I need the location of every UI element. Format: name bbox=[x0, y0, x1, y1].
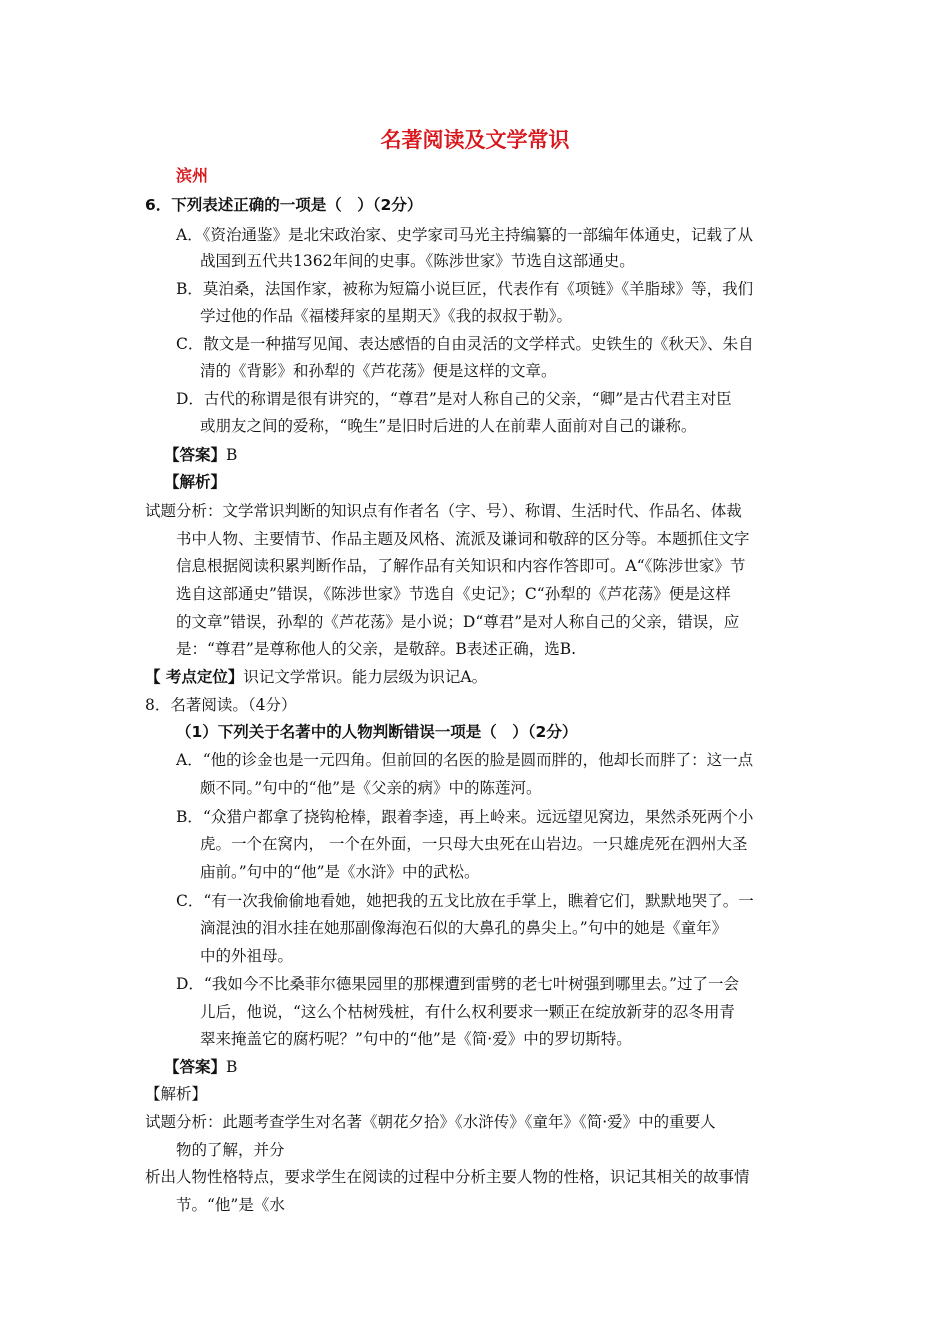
page-title: 名著阅读及文学常识 bbox=[380, 128, 570, 152]
q8-option-a-line1: A．“他的诊金也是一元四角。但前回的名医的脸是圆而胖的，他却长而胖了：这一点 bbox=[176, 751, 754, 769]
q6-analysis-line5: 的文章”错误，孙犁的《芦花荡》是小说；D“尊君”是对人称自己的父亲，错误，应 bbox=[176, 613, 740, 631]
q6-option-d-line2: 或朋友之间的爱称，“晚生”是旧时后进的人在前辈人面前对自己的谦称。 bbox=[200, 417, 697, 435]
q8-stem: 8．名著阅读。（4分） bbox=[145, 696, 297, 714]
q8-analysis-label: 【解析】 bbox=[145, 1085, 208, 1103]
q6-option-d-line1: D．古代的称谓是很有讲究的，“尊君”是对人称自己的父亲，“卿”是古代君主对臣 bbox=[176, 390, 732, 408]
q6-option-c-line2: 清的《背影》和孙犁的《芦花荡》便是这样的文章。 bbox=[200, 362, 557, 380]
q8-sub-question: （1）下列关于名著中的人物判断错误一项是（ ）（2分） bbox=[176, 723, 578, 741]
q8-answer-label: 【答案】 bbox=[164, 1058, 227, 1076]
q8-option-c-line1: C．“有一次我偷偷地看她，她把我的五戈比放在手掌上，瞧着它们，默默地哭了。一 bbox=[176, 892, 754, 910]
q8-answer-value: B bbox=[226, 1058, 238, 1076]
q6-analysis-line2: 书中人物、主要情节、作品主题及风格、流派及谦词和敬辞的区分等。本题抓住文字 bbox=[176, 530, 750, 548]
q6-answer bbox=[164, 445, 237, 465]
q6-answer-label: 【答案】 bbox=[164, 446, 227, 464]
q6-analysis-line3: 信息根据阅读积累判断作品，了解作品有关知识和内容作答即可。A“《陈涉世家》节 bbox=[176, 557, 746, 575]
q6-option-b-line2: 学过他的作品《福楼拜家的星期天》《我的叔叔于勒》。 bbox=[200, 307, 573, 325]
q8-analysis-line4: 节。“他”是《水 bbox=[176, 1196, 285, 1214]
q6-option-b-line1: B．莫泊桑，法国作家，被称为短篇小说巨匠，代表作有《项链》《羊脂球》等，我们 bbox=[176, 280, 754, 298]
q8-analysis-line3: 析出人物性格特点，要求学生在阅读的过程中分析主要人物的性格，识记其相关的故事情 bbox=[145, 1168, 750, 1186]
q6-kp-label: 【 考点定位】 bbox=[145, 668, 244, 686]
q8-option-d-line1: D．“我如今不比桑菲尔德果园里的那棵遭到雷劈的老七叶树强到哪里去。”过了一会 bbox=[176, 975, 740, 993]
q6-knowledge-point bbox=[145, 667, 487, 687]
q8-answer bbox=[164, 1057, 237, 1077]
q8-option-d-line3: 翠来掩盖它的腐朽呢？”句中的“他”是《简·爱》中的罗切斯特。 bbox=[200, 1030, 632, 1048]
q8-option-c-line2: 滴混浊的泪水挂在她那副像海泡石似的大鼻孔的鼻尖上。”句中的她是《童年》 bbox=[200, 919, 728, 937]
q8-option-a-line2: 颇不同。”句中的“他”是《父亲的病》中的陈莲河。 bbox=[200, 779, 542, 797]
q8-option-d-line2: 儿后，他说，“这么个枯树残桩，有什么权利要求一颗正在绽放新芽的忍冬用青 bbox=[200, 1003, 735, 1021]
q6-analysis-line4: 选自这部通史”错误，《陈涉世家》节选自《史记》；C“孙犁的《芦花荡》便是这样 bbox=[176, 585, 731, 603]
q6-option-a-line2: 战国到五代共1362年间的史事。《陈涉世家》节选自这部通史。 bbox=[200, 252, 635, 270]
q8-option-b-line2: 虎。一个在窝内， 一个在外面，一只母大虫死在山岩边。一只雄虎死在泗州大圣 bbox=[200, 835, 748, 853]
q6-kp-text: 识记文学常识。能力层级为识记A。 bbox=[243, 668, 488, 686]
q6-option-a-line1: A．《资治通鉴》是北宋政治家、史学家司马光主持编纂的一部编年体通史，记载了从 bbox=[176, 226, 753, 244]
q8-analysis-line1: 试题分析：此题考查学生对名著《朝花夕拾》《水浒传》《童年》《简·爱》中的重要人 bbox=[145, 1113, 716, 1131]
q8-analysis-line2: 物的了解，并分 bbox=[176, 1141, 285, 1159]
q6-analysis-line6: 是：“尊君”是尊称他人的父亲，是敬辞。B表述正确，选B. bbox=[176, 640, 577, 658]
q6-analysis-line1: 试题分析：文学常识判断的知识点有作者名（字、号）、称谓、生活时代、作品名、体裁 bbox=[145, 502, 742, 520]
region-label: 滨州 bbox=[176, 166, 209, 185]
q6-stem: 6．下列表述正确的一项是（ ）（2分） bbox=[145, 196, 423, 214]
q6-option-c-line1: C．散文是一种描写见闻、表达感悟的自由灵活的文学样式。史铁生的《秋天》、朱自 bbox=[176, 335, 754, 353]
q6-analysis-label: 【解析】 bbox=[164, 473, 227, 491]
q8-option-c-line3: 中的外祖母。 bbox=[200, 947, 294, 965]
q8-option-b-line1: B．“众猎户都拿了挠钩枪棒，跟着李逵，再上岭来。远远望见窝边，果然杀死两个小 bbox=[176, 808, 754, 826]
q6-answer-value: B bbox=[226, 446, 238, 464]
q8-option-b-line3: 庙前。”句中的“他”是《水浒》中的武松。 bbox=[200, 863, 480, 881]
